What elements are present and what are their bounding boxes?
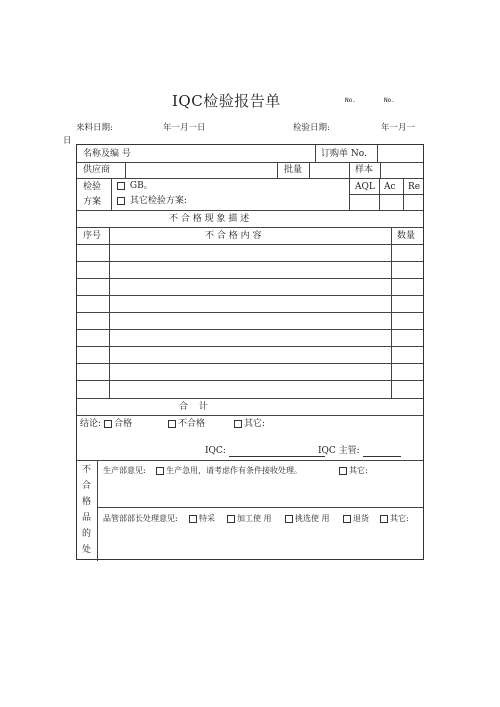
plan-gb-text: GB。 xyxy=(129,181,153,191)
plan-other-option xyxy=(117,196,187,207)
return-goods-option xyxy=(343,514,369,524)
ac-label: Ac xyxy=(384,182,396,192)
checkbox-return-goods[interactable] xyxy=(343,515,351,523)
other-text: 其它: xyxy=(244,419,266,429)
checkbox-gb[interactable] xyxy=(117,182,125,190)
number-label-1: No. xyxy=(345,97,356,104)
inspect-date-label: 检验日期: xyxy=(293,123,330,133)
iqc-signature-line[interactable] xyxy=(229,456,325,457)
iqc-supervisor-signature xyxy=(318,446,401,457)
order-number-label: 订购单 No. xyxy=(321,149,367,159)
conclusion-label: 结论: xyxy=(80,419,102,429)
col-qty-header: 数量 xyxy=(397,231,416,241)
iqc-supervisor-line[interactable] xyxy=(363,456,401,457)
qm-other-text: 其它: xyxy=(390,514,409,523)
iqc-signature xyxy=(205,446,325,457)
return-goods-text: 退货 xyxy=(353,514,369,523)
plan-label-1: 检验 xyxy=(83,182,102,192)
side-label-2: 合 xyxy=(82,481,92,491)
plan-label-2: 方案 xyxy=(83,197,102,207)
side-label-1: 不 xyxy=(82,465,92,475)
production-other-text: 其它: xyxy=(349,466,368,475)
qm-opinion-label: 品管部部长处理意见: xyxy=(103,514,178,523)
plan-other-text: 其它检验方案: xyxy=(129,196,187,206)
special-accept-option xyxy=(189,514,215,524)
arrival-date-value: 年一月一日 xyxy=(163,123,206,133)
arrival-date-label: 来料日期: xyxy=(76,123,113,133)
name-code-label: 名称及编 号 xyxy=(83,149,131,159)
production-urgent-option xyxy=(156,466,302,476)
checkbox-select-use[interactable] xyxy=(285,515,293,523)
checkbox-production-urgent[interactable] xyxy=(156,467,164,475)
col-content-header: 不 合 格 内 容 xyxy=(205,231,262,241)
select-use-option xyxy=(285,514,330,524)
iqc-supervisor-label: IQC 主管: xyxy=(318,446,360,456)
select-use-text: 挑选使 用 xyxy=(295,514,330,523)
production-other-option xyxy=(339,466,368,476)
col-seq-header: 序号 xyxy=(83,231,102,241)
report-form xyxy=(76,144,424,560)
fail-option xyxy=(168,419,205,430)
side-label-5: 的 xyxy=(82,529,92,539)
checkbox-fail[interactable] xyxy=(168,420,176,428)
checkbox-special-accept[interactable] xyxy=(189,515,197,523)
fail-text: 不合格 xyxy=(178,419,206,429)
plan-gb-option xyxy=(117,181,153,192)
report-title: IQC检验报告单 xyxy=(172,92,281,110)
supplier-label: 供应商 xyxy=(83,165,111,175)
aql-label: AQL xyxy=(355,182,375,192)
number-label-2: No. xyxy=(384,97,395,104)
checkbox-qm-other[interactable] xyxy=(380,515,388,523)
iqc-label: IQC: xyxy=(205,446,226,456)
inspect-date-value: 年一月一 xyxy=(381,123,416,133)
checkbox-other[interactable] xyxy=(234,420,242,428)
checkbox-other-plan[interactable] xyxy=(117,197,125,205)
inspect-date-wrap: 日 xyxy=(63,136,72,146)
re-label: Re xyxy=(408,182,421,192)
checkbox-production-other[interactable] xyxy=(339,467,347,475)
production-urgent-text: 生产急用，请考虑作有条件接收处理。 xyxy=(166,466,302,475)
total-label: 合 计 xyxy=(179,402,208,412)
qm-other-option xyxy=(380,514,409,524)
special-accept-text: 特采 xyxy=(199,514,215,523)
process-use-text: 加工使 用 xyxy=(237,514,272,523)
pass-option xyxy=(104,419,132,430)
production-opinion-label: 生产部意见: xyxy=(103,466,146,475)
side-label-4: 品 xyxy=(82,513,92,523)
side-label-6: 处 xyxy=(82,545,92,555)
side-label-3: 格 xyxy=(82,497,92,507)
other-option xyxy=(234,419,265,430)
process-use-option xyxy=(227,514,272,524)
defect-section-title: 不 合 格 现 象 描 述 xyxy=(169,214,250,224)
checkbox-process-use[interactable] xyxy=(227,515,235,523)
sample-label: 样本 xyxy=(355,165,374,175)
batch-label: 批量 xyxy=(284,165,303,175)
checkbox-pass[interactable] xyxy=(104,420,112,428)
pass-text: 合格 xyxy=(114,419,133,429)
